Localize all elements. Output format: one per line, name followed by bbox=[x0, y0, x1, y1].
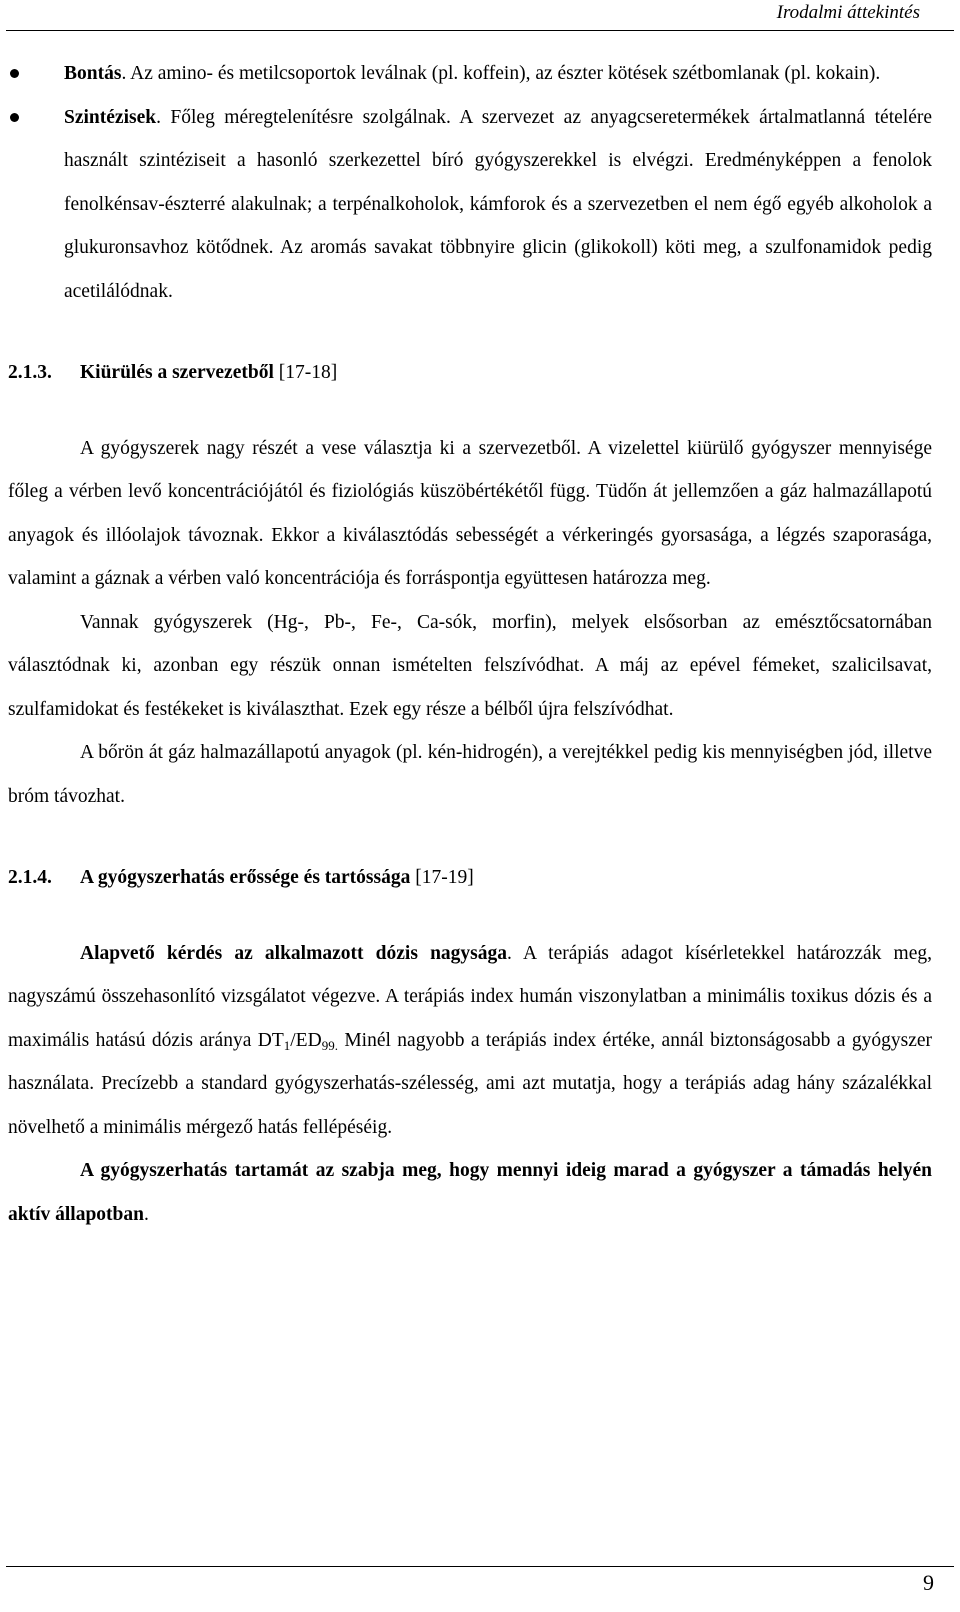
bullet-text: . Főleg méregtelenítésre szolgálnak. A szervezet az anyagcseretermékek ártalmatlanná tételére használt szintéziseit a hasonló szerkezettel bíró gyógyszerekkel is elvégzi. Eredményképpen a fenolok fenolkénsav-észterré alakulnak; a terpénalkoholok, kámforok és a szervezetben el nem égő egyéb alkoholok a glukuronsavhoz kötődnek. Az aromás savakat többnyire glicin (glikokoll) köti meg, a szulfonamidok pedig acetilálódnak. bbox=[64, 106, 932, 302]
bullet-dot-icon bbox=[10, 69, 19, 78]
section-reference: [17-18] bbox=[273, 362, 338, 383]
paragraph: Vannak gyógyszerek (Hg-, Pb-, Fe-, Ca-sók, morfin), melyek elsősorban az emésztőcsatornában választódnak ki, azonban egy részük onnan ismételten felszívódhat. A máj az epével fémeket, szalicilsavat, szulfamidokat és festékeket is kiválaszthat. Ezek egy része a bélből újra felszívódhat. bbox=[8, 611, 932, 720]
bullet-text: . Az amino- és metilcsoportok leválnak (pl. koffein), az észter kötések szétbomlanak (pl. kokain). bbox=[121, 63, 881, 84]
paragraph: A gyógyszerek nagy részét a vese választja ki a szervezetből. A vizelettel kiürülő gyógyszer mennyisége főleg a vérben levő koncentrációjától és fiziológiás küszöbértékétől függ. Tüdőn át jellemzően a gáz halmazállapotú anyagok és illóolajok távoznak. Ekkor a kiválasztódás sebességét a vérkeringés gyorsasága, a légzés szaporasága, valamint a gáznak a vérben való koncentrációja és forráspontja együttesen határozza meg. bbox=[8, 437, 932, 589]
paragraph-text: /ED bbox=[290, 1029, 322, 1051]
paragraph-lead: A gyógyszerhatás tartamát az szabja meg, hogy mennyi ideig marad a gyógyszer a támadás helyén aktív állapotban bbox=[8, 1160, 932, 1225]
section-title: A gyógyszerhatás erőssége és tartóssága bbox=[80, 867, 411, 888]
paragraph-dose bbox=[8, 932, 932, 1150]
page-number: 9 bbox=[923, 1570, 934, 1595]
bullet-list bbox=[8, 52, 932, 313]
paragraph: A bőrön át gáz halmazállapotú anyagok (pl. kén-hidrogén), a verejtékkel pedig kis mennyiségben jód, illetve bróm távozhat. bbox=[8, 742, 932, 807]
section-number: 2.1.3. bbox=[8, 362, 52, 383]
bullet-lead: Szintézisek bbox=[64, 106, 157, 128]
section-heading-2-1-3 bbox=[8, 351, 932, 395]
paragraph-text: . A terápiás adagot kísérletekkel határozzák meg, nagyszámú összehasonlító vizsgálatot végezve. A terápiás index humán viszonylatban a minimális toxikus dózis és a maximális hatású dózis aránya DT bbox=[8, 942, 932, 1051]
section-heading-2-1-4 bbox=[8, 856, 932, 900]
bullet-lead: Bontás bbox=[64, 63, 122, 84]
bullet-item-bontas bbox=[8, 52, 932, 96]
subscript: 99. bbox=[321, 1037, 338, 1053]
footer-rule bbox=[6, 1566, 954, 1567]
section-number: 2.1.4. bbox=[8, 867, 52, 888]
paragraph-text: . bbox=[144, 1203, 149, 1225]
section-title: Kiürülés a szervezetből bbox=[80, 362, 274, 383]
section-reference: [17-19] bbox=[410, 867, 474, 888]
paragraph-duration bbox=[8, 1149, 932, 1236]
paragraph-text: Minél nagyobb a terápiás index értéke, annál biztonságosabb a gyógyszer használata. Precízebb a standard gyógyszerhatás-szélesség, ami azt mutatja, hogy a terápiás adag hány százalékkal növelhető a minimális mérgező hatás fellépéséig. bbox=[8, 1029, 932, 1138]
header-rule bbox=[6, 30, 954, 31]
bullet-dot-icon bbox=[10, 113, 19, 122]
paragraph-lead: Alapvető kérdés az alkalmazott dózis nagysága bbox=[80, 942, 508, 964]
bullet-item-szintezisek bbox=[8, 96, 932, 314]
subscript: 1 bbox=[283, 1037, 291, 1053]
page-content bbox=[8, 52, 932, 1236]
running-header-title: Irodalmi áttekintés bbox=[776, 2, 920, 23]
